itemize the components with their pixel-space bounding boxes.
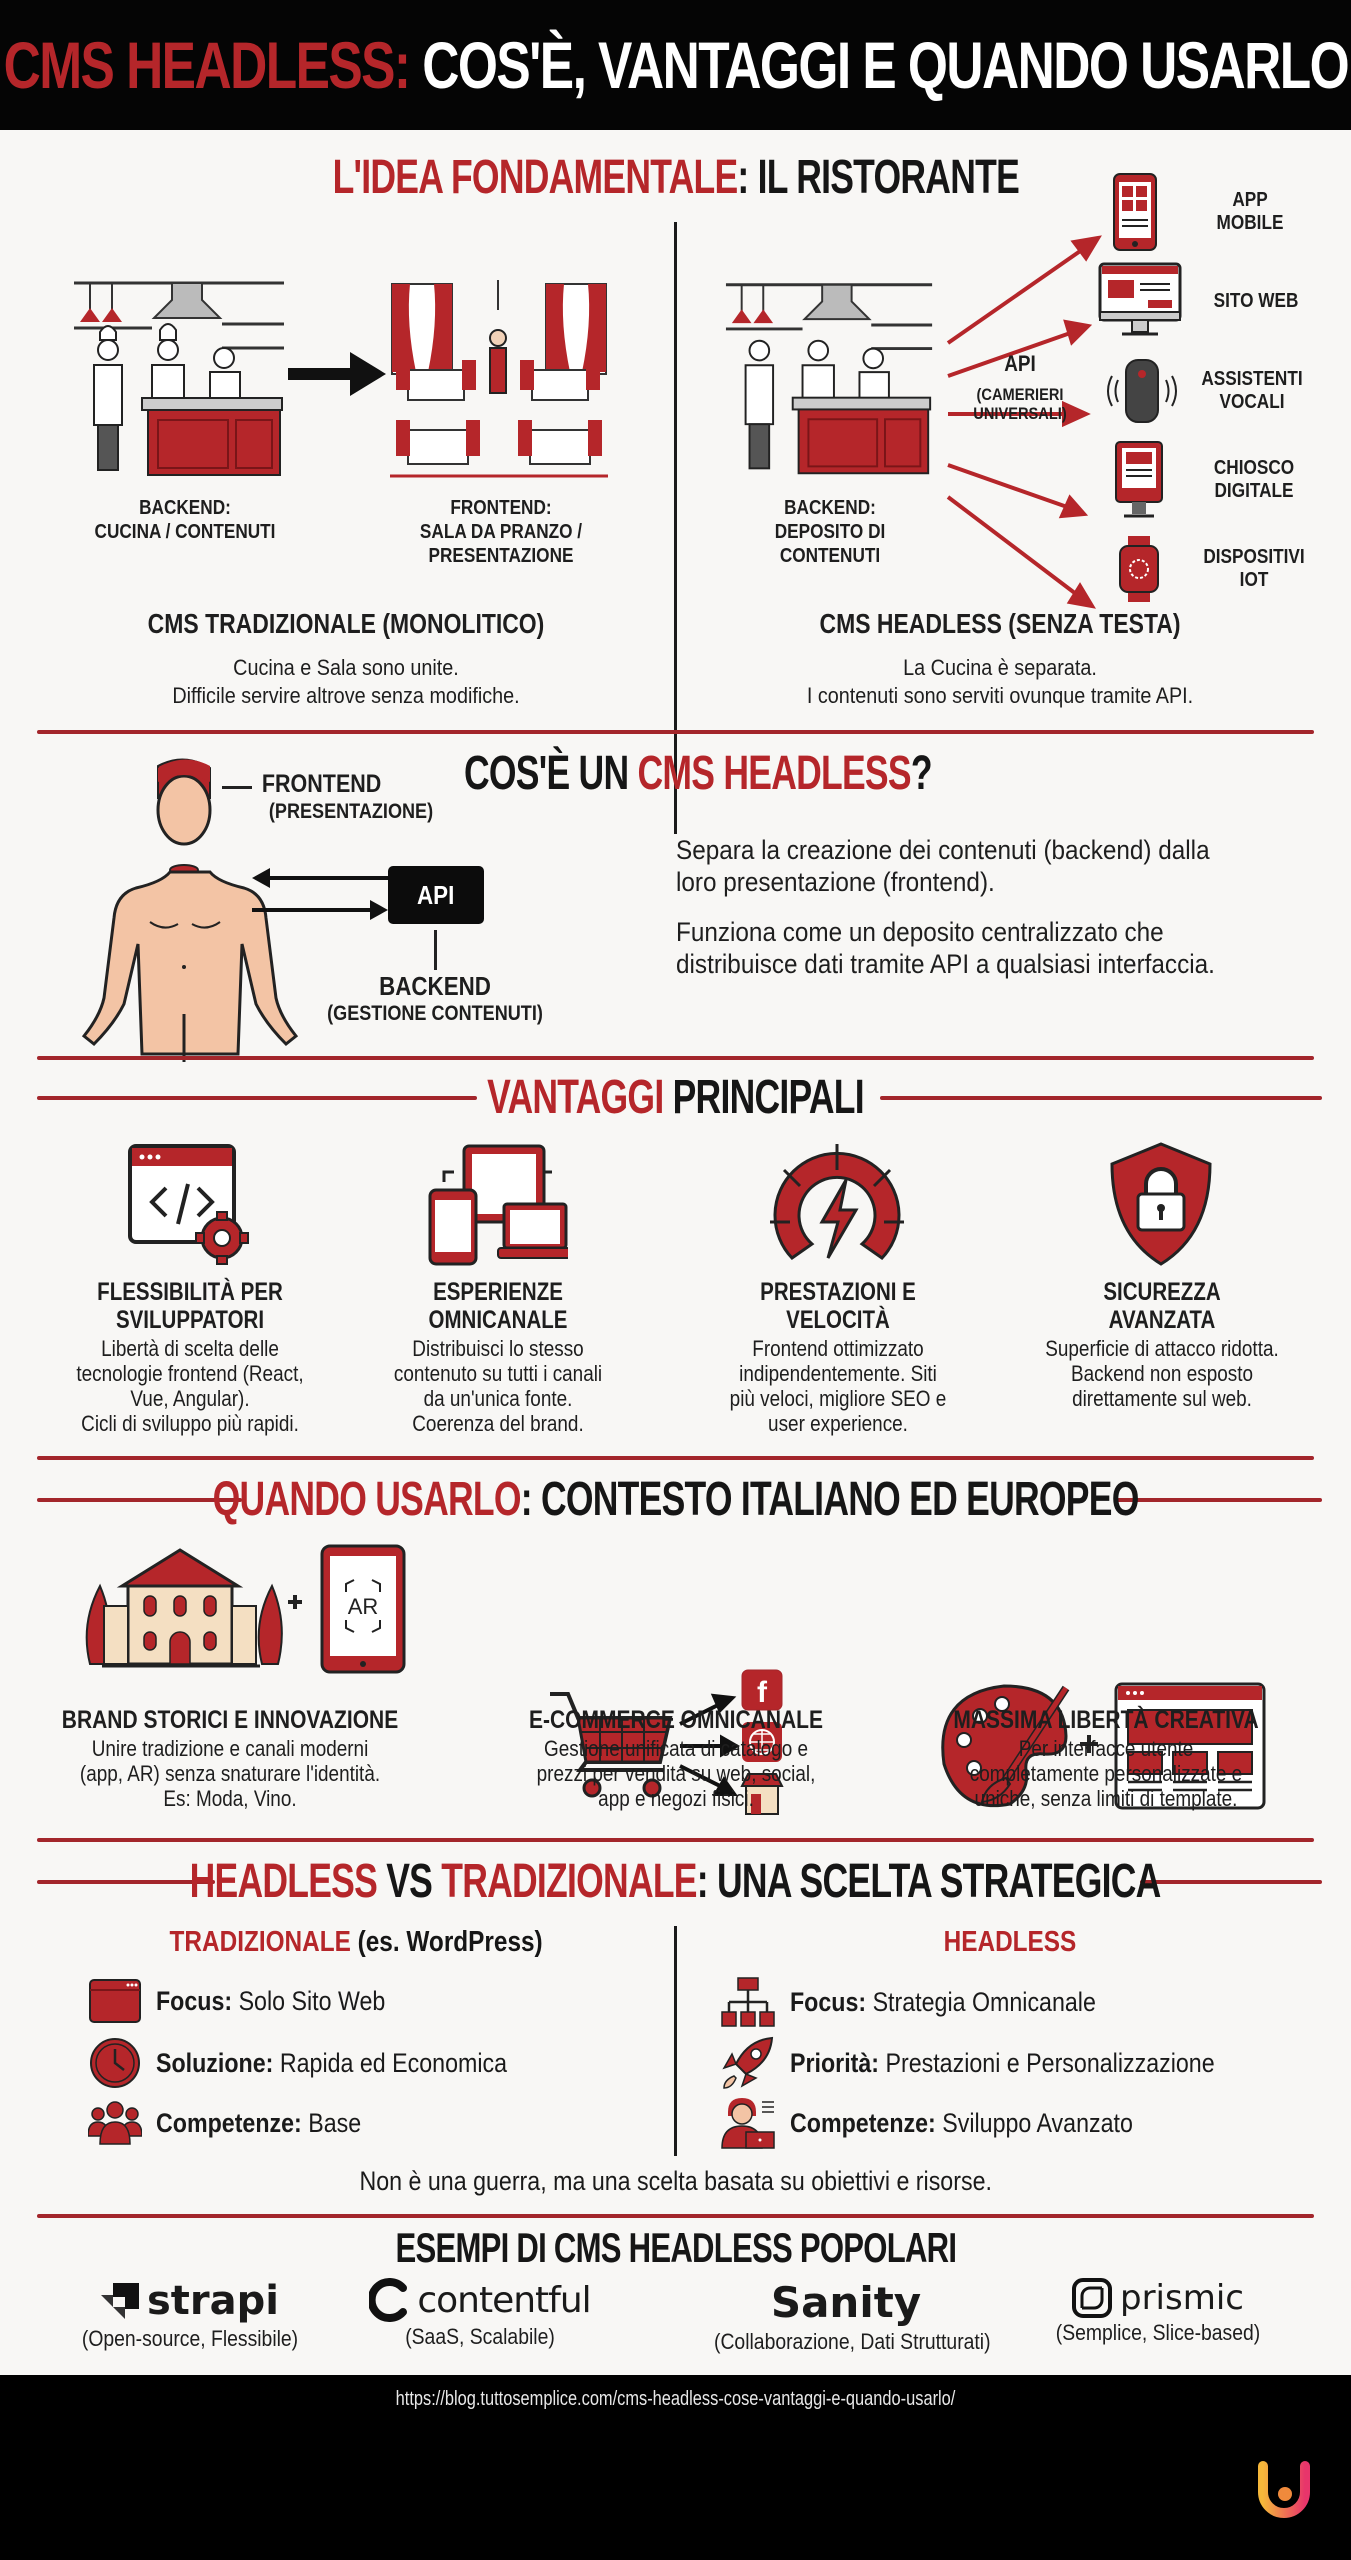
advantages-title-accent: VANTAGGI bbox=[487, 1071, 664, 1124]
section-rule bbox=[37, 1838, 1314, 1842]
advantages-title-rest: PRINCIPALI bbox=[663, 1071, 864, 1124]
title-line: AVANZATA bbox=[1108, 1306, 1216, 1334]
compare-title-b: TRADIZIONALE bbox=[441, 1855, 698, 1908]
section-rule bbox=[37, 2214, 1314, 2218]
desc-line: Cicli di sviluppo più rapidi. bbox=[81, 1411, 299, 1436]
section-divider-vertical bbox=[674, 222, 677, 834]
desc-line: prezzi per vendita su web, social, bbox=[536, 1761, 816, 1786]
usage-description bbox=[925, 1736, 1286, 1811]
row-value: Sviluppo Avanzato bbox=[935, 2107, 1133, 2138]
advantage-description bbox=[709, 1336, 967, 1436]
channel-assistenti-vocali bbox=[1102, 356, 1322, 426]
desc-line: Unire tradizione e canali moderni bbox=[91, 1736, 369, 1761]
clock-icon bbox=[88, 2036, 142, 2090]
desktop-monitor-icon bbox=[1098, 262, 1182, 340]
title-line: OMNICANALE bbox=[428, 1306, 568, 1334]
desc-line: (app, AR) senza snaturare l'identità. bbox=[79, 1761, 381, 1786]
usage-title: E-COMMERCE OMNICANALE bbox=[529, 1706, 823, 1734]
strapi-logo bbox=[40, 2278, 340, 2324]
compare-divider-vertical bbox=[674, 1926, 677, 2156]
desc-line: user experience. bbox=[768, 1411, 908, 1436]
label-line: UNIVERSALI) bbox=[973, 404, 1067, 423]
headless-cms-title: CMS HEADLESS (SENZA TESTA) bbox=[819, 608, 1181, 639]
bidirectional-arrows-icon bbox=[252, 864, 388, 924]
compare-row bbox=[720, 1976, 1146, 2028]
row-value: Rapida ed Economica bbox=[273, 2047, 508, 2078]
api-label: API bbox=[1004, 351, 1036, 376]
title-line: FLESSIBILITÀ PER bbox=[97, 1278, 283, 1306]
label-line: BACKEND: bbox=[784, 497, 876, 519]
page-title bbox=[3, 27, 1347, 103]
compare-row bbox=[88, 1978, 423, 2024]
compare-title-rest: : UNA SCELTA STRATEGICA bbox=[697, 1855, 1161, 1908]
kitchen-repository-illustration-icon bbox=[724, 280, 938, 480]
title-line: PRESTAZIONI E bbox=[760, 1278, 916, 1306]
label-line: APP bbox=[1232, 189, 1268, 211]
section-rule bbox=[37, 1456, 1314, 1460]
title-line: ESPERIENZE bbox=[433, 1278, 563, 1306]
speedometer-lightning-icon bbox=[762, 1140, 912, 1264]
compare-row-text bbox=[790, 1987, 1096, 2018]
compare-row-text bbox=[790, 2048, 1215, 2079]
backend-connector-line bbox=[434, 930, 437, 970]
content-sheet bbox=[0, 130, 1351, 2375]
desc-line: contenuto su tutti i canali bbox=[393, 1361, 603, 1386]
desc-line: più veloci, migliore SEO e bbox=[729, 1386, 947, 1411]
usage-card bbox=[466, 1706, 886, 1811]
advantage-title bbox=[715, 1278, 961, 1334]
smart-speaker-icon bbox=[1102, 356, 1182, 426]
compare-title-vs: VS bbox=[377, 1855, 442, 1908]
desc-line: Backend non esposto bbox=[1071, 1361, 1253, 1386]
advantage-description bbox=[369, 1336, 627, 1436]
logo-name: contentful bbox=[417, 2279, 591, 2321]
desc-line: Frontend ottimizzato bbox=[752, 1336, 924, 1361]
sitemap-icon bbox=[720, 1976, 776, 2028]
title-rest: COS'È, VANTAGGI E QUANDO USARLO bbox=[409, 28, 1348, 102]
usage-description bbox=[49, 1736, 410, 1811]
label-line: ASSISTENTI bbox=[1201, 368, 1303, 390]
headless-cms-description bbox=[721, 654, 1279, 710]
label-line: (CAMERIERI bbox=[976, 385, 1064, 404]
shield-lock-icon bbox=[1106, 1142, 1216, 1266]
desc-line: Coerenza del brand. bbox=[412, 1411, 584, 1436]
headless-column-heading bbox=[690, 1926, 1330, 1959]
label-line: BACKEND: bbox=[139, 497, 231, 519]
row-key: Soluzione: bbox=[156, 2047, 274, 2078]
compare-row-text bbox=[156, 2108, 361, 2139]
advantage-description bbox=[1033, 1336, 1291, 1411]
label-line: CONTENUTI bbox=[779, 545, 881, 567]
label-line: VOCALI bbox=[1219, 391, 1285, 413]
kiosk-icon bbox=[1114, 440, 1164, 520]
cms-logo-contentful bbox=[330, 2278, 630, 2350]
ar-label: AR bbox=[347, 1594, 379, 1619]
arrow-right-icon bbox=[288, 352, 386, 396]
label-line: FRONTEND: bbox=[450, 497, 552, 519]
strapi-icon bbox=[101, 2283, 139, 2319]
cms-logo-sanity bbox=[696, 2278, 996, 2355]
label-line: SALA DA PRANZO / bbox=[419, 521, 583, 543]
section-rule bbox=[37, 1056, 1314, 1060]
headless-heading: HEADLESS bbox=[943, 1926, 1077, 1958]
row-key: Focus: bbox=[156, 1985, 233, 2016]
whatis-section-title bbox=[464, 746, 932, 801]
section-rule bbox=[37, 730, 1314, 734]
restaurant-title-rest: : IL RISTORANTE bbox=[737, 151, 1019, 204]
header-banner bbox=[0, 0, 1351, 130]
frontend-sublabel: (PRESENTAZIONE) bbox=[268, 800, 434, 823]
usage-card bbox=[20, 1706, 440, 1811]
tuttosemplice-logo-icon bbox=[1255, 2460, 1313, 2522]
advantage-card bbox=[348, 1278, 648, 1436]
whatis-title-pre: COS'È UN bbox=[464, 747, 638, 800]
usage-title: MASSIMA LIBERTÀ CREATIVA bbox=[953, 1706, 1259, 1734]
compare-row-text bbox=[156, 2048, 507, 2079]
historic-building-ar-icon bbox=[82, 1540, 412, 1680]
compare-title-a: HEADLESS bbox=[190, 1855, 378, 1908]
traditional-cms-description bbox=[67, 654, 625, 710]
advantage-title bbox=[375, 1278, 621, 1334]
desc-line: Superficie di attacco ridotta. bbox=[1045, 1336, 1279, 1361]
browser-window-icon bbox=[88, 1978, 142, 2024]
title-accent: CMS HEADLESS: bbox=[3, 28, 410, 102]
usage-card bbox=[896, 1706, 1316, 1811]
desc-line: Libertà di scelta delle bbox=[101, 1336, 279, 1361]
title-line: VELOCITÀ bbox=[786, 1306, 890, 1334]
compare-section-title bbox=[0, 1854, 1351, 1909]
label-line: DISPOSITIVI bbox=[1203, 546, 1305, 568]
row-key: Focus: bbox=[790, 1986, 867, 2017]
advantage-card bbox=[40, 1278, 340, 1436]
advantage-description bbox=[61, 1336, 319, 1436]
desc-line: uniche, senza limiti di template. bbox=[974, 1786, 1238, 1811]
cms-logo-prismic bbox=[1008, 2278, 1308, 2346]
logo-name: strapi bbox=[147, 2278, 279, 2324]
contentful-logo bbox=[330, 2278, 630, 2322]
row-value: Solo Sito Web bbox=[232, 1985, 386, 2016]
traditional-cms-title: CMS TRADIZIONALE (MONOLITICO) bbox=[147, 608, 545, 639]
title-line: SICUREZZA bbox=[1103, 1278, 1221, 1306]
compare-note bbox=[0, 2166, 1351, 2197]
frontend-connector-line bbox=[222, 786, 252, 789]
label-line: SITO WEB bbox=[1213, 289, 1299, 312]
logo-description: (Semplice, Slice-based) bbox=[1055, 2320, 1261, 2345]
advantages-section-title bbox=[0, 1070, 1351, 1125]
smartphone-icon bbox=[1112, 172, 1158, 252]
row-value: Strategia Omnicanale bbox=[866, 1986, 1096, 2017]
multi-device-icon bbox=[428, 1142, 568, 1266]
desc-line: da un'unica fonte. bbox=[423, 1386, 573, 1411]
compare-row bbox=[88, 2036, 564, 2090]
svg-text:f: f bbox=[757, 1676, 767, 1709]
channel-sito-web bbox=[1098, 262, 1326, 340]
logo-description: (SaaS, Scalabile) bbox=[405, 2324, 555, 2349]
traditional-frontend-label bbox=[394, 496, 609, 568]
title-line: SVILUPPATORI bbox=[115, 1306, 265, 1334]
desc-line: Cucina e Sala sono unite. bbox=[233, 655, 459, 680]
whatis-title-accent: CMS HEADLESS bbox=[637, 747, 911, 800]
label-line: CHIOSCO bbox=[1213, 457, 1295, 479]
api-box-label: API bbox=[417, 879, 455, 910]
traditional-column-heading bbox=[36, 1926, 676, 1959]
desc-line: Per interfacce utente bbox=[1018, 1736, 1194, 1761]
dining-room-illustration-icon bbox=[390, 280, 608, 480]
channel-label bbox=[1194, 457, 1314, 503]
compare-row bbox=[720, 2096, 1189, 2150]
logo-description: (Open-source, Flessibile) bbox=[81, 2326, 299, 2351]
logo-name: Sanity bbox=[770, 2278, 922, 2327]
channel-chiosco-digitale bbox=[1114, 440, 1324, 520]
traditional-backend-label bbox=[78, 496, 293, 544]
channel-label bbox=[1192, 368, 1312, 414]
desc-line: Difficile servire altrove senza modifiche. bbox=[172, 683, 520, 708]
desc-line: Distribuisci lo stesso bbox=[412, 1336, 584, 1361]
desc-line: Es: Moda, Vino. bbox=[163, 1786, 297, 1811]
desc-line: Gestione unificata di catalogo e bbox=[543, 1736, 808, 1761]
logo-name: prismic bbox=[1120, 2278, 1244, 2318]
compare-row-text bbox=[790, 2108, 1133, 2139]
label-line: CUCINA / CONTENUTI bbox=[94, 521, 276, 543]
compare-note-text: Non è una guerra, ma una scelta basata su obiettivi e risorse. bbox=[359, 2166, 992, 2196]
headless-backend-label bbox=[727, 496, 933, 568]
label-line: PRESENTAZIONE bbox=[428, 545, 574, 567]
desc-line: La Cucina è separata. bbox=[903, 655, 1097, 680]
compare-row bbox=[88, 2100, 395, 2146]
row-value: Base bbox=[301, 2107, 362, 2138]
row-key: Competenze: bbox=[790, 2107, 936, 2138]
channel-label bbox=[1196, 290, 1316, 313]
row-key: Priorità: bbox=[790, 2047, 880, 2078]
api-box bbox=[388, 866, 484, 924]
advantage-card bbox=[1012, 1278, 1312, 1411]
rocket-icon bbox=[720, 2036, 776, 2090]
label-line: DEPOSITO DI bbox=[774, 521, 886, 543]
backend-label: BACKEND bbox=[379, 971, 491, 1001]
whatis-description bbox=[676, 834, 1252, 980]
developer-laptop-icon bbox=[720, 2096, 776, 2150]
row-value: Prestazioni e Personalizzazione bbox=[879, 2047, 1215, 2078]
channel-label bbox=[1194, 546, 1314, 592]
advantage-card bbox=[688, 1278, 988, 1436]
examples-title-text: ESEMPI DI CMS HEADLESS POPOLARI bbox=[395, 2224, 956, 2271]
usage-title-rest: : CONTESTO ITALIANO ED EUROPEO bbox=[520, 1473, 1139, 1526]
usage-title: BRAND STORICI E INNOVAZIONE bbox=[61, 1706, 399, 1734]
backend-sublabel: (GESTIONE CONTENUTI) bbox=[327, 1002, 543, 1025]
desc-line: I contenuti sono serviti ovunque tramite API. bbox=[806, 683, 1194, 708]
desc-line: direttamente sul web. bbox=[1072, 1386, 1252, 1411]
users-group-icon bbox=[88, 2100, 142, 2146]
channel-label bbox=[1190, 189, 1310, 235]
prismic-icon bbox=[1072, 2278, 1112, 2318]
traditional-heading-rest: (es. WordPress) bbox=[350, 1926, 543, 1958]
channel-app-mobile bbox=[1112, 172, 1320, 252]
api-sub-label bbox=[964, 385, 1076, 423]
usage-section-title bbox=[0, 1472, 1351, 1527]
compare-row bbox=[720, 2036, 1284, 2090]
advantage-title bbox=[1039, 1278, 1285, 1334]
cms-logo-strapi bbox=[40, 2278, 340, 2352]
traditional-heading-accent: TRADIZIONALE bbox=[169, 1926, 351, 1958]
label-line: IOT bbox=[1239, 569, 1269, 591]
desc-line: app e negozi fisici. bbox=[598, 1786, 754, 1811]
row-key: Competenze: bbox=[156, 2107, 302, 2138]
prismic-logo bbox=[1008, 2278, 1308, 2318]
whatis-title-post: ? bbox=[910, 747, 932, 800]
logo-description: (Collaborazione, Dati Strutturati) bbox=[714, 2329, 991, 2354]
examples-section-title bbox=[0, 2224, 1351, 2272]
contentful-icon bbox=[369, 2278, 409, 2322]
whatis-paragraph-2: Funziona come un deposito centralizzato che distribuisce dati tramite API a qualsiasi interfaccia. bbox=[676, 917, 1215, 979]
desc-line: completamente personalizzate e bbox=[969, 1761, 1243, 1786]
compare-row-text bbox=[156, 1986, 385, 2017]
label-line: DIGITALE bbox=[1214, 480, 1294, 502]
restaurant-title-accent: L'IDEA FONDAMENTALE bbox=[332, 151, 738, 204]
usage-title-accent: QUANDO USARLO bbox=[212, 1473, 521, 1526]
label-line: MOBILE bbox=[1216, 212, 1284, 234]
kitchen-illustration-icon bbox=[72, 280, 290, 480]
desc-line: indipendentemente. Siti bbox=[739, 1361, 937, 1386]
advantage-title bbox=[67, 1278, 313, 1334]
desc-line: tecnologie frontend (React, bbox=[76, 1361, 304, 1386]
smartwatch-icon bbox=[1118, 536, 1160, 602]
channel-dispositivi-iot bbox=[1118, 536, 1324, 602]
sanity-logo bbox=[696, 2278, 996, 2327]
desc-line: Vue, Angular). bbox=[130, 1386, 250, 1411]
code-window-gear-icon bbox=[126, 1142, 256, 1266]
frontend-label: FRONTEND bbox=[261, 770, 382, 798]
source-url-link[interactable]: https://blog.tuttosemplice.com/cms-headless-cose-vantaggi-e-quando-usarlo/ bbox=[395, 2388, 956, 2410]
whatis-paragraph-1: Separa la creazione dei contenuti (backend) dalla loro presentazione (frontend). bbox=[676, 835, 1210, 897]
usage-description bbox=[495, 1736, 856, 1811]
